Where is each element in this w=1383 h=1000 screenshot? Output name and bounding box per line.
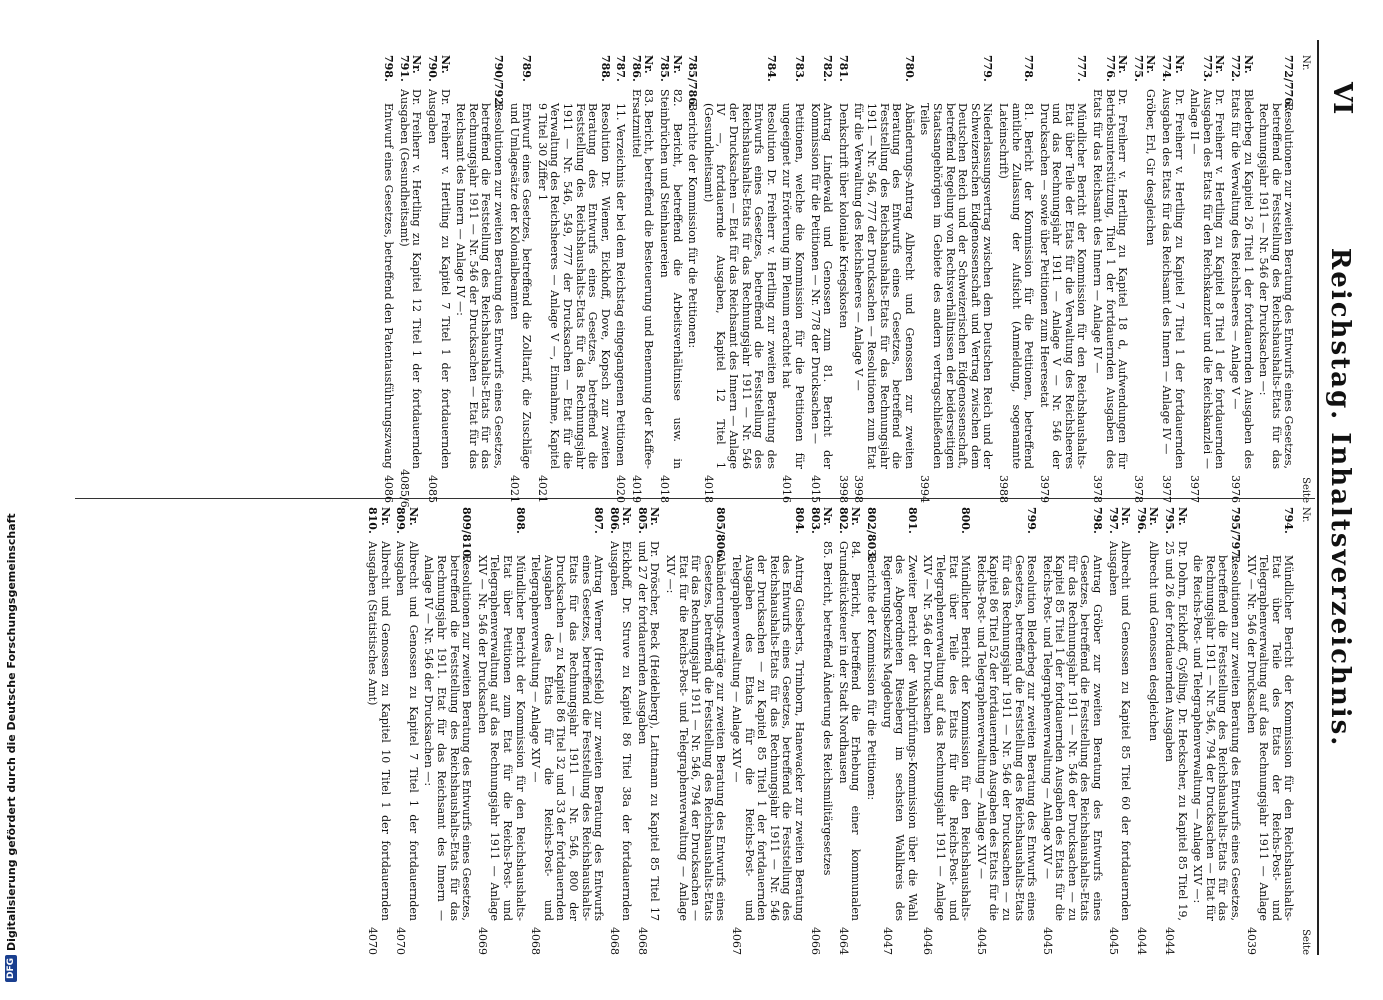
entry-number: Nr. 809. — [394, 507, 420, 534]
number-label: Nr. — [1300, 55, 1311, 71]
entry-number: Nr. 805. — [635, 507, 662, 534]
entry-number: 777. — [1075, 55, 1089, 82]
entry-number: Nr. 802. — [836, 507, 863, 534]
right-column — [362, 507, 1311, 955]
entry-page: 3977 — [1188, 475, 1202, 503]
entry-number: 778. — [1022, 55, 1036, 82]
index-entry — [880, 507, 918, 955]
entry-number: 800. — [959, 507, 973, 534]
footer-text: Digitalisierung gefördert durch die Deutsche Forschungsgemeinschaft — [4, 513, 18, 951]
page-header — [1321, 40, 1357, 955]
entry-text: Albrecht und Genossen zu Kapitel 85 Titel 60 der fortdauernden Ausgaben — [1106, 541, 1133, 921]
index-entry — [664, 507, 727, 955]
entry-number: 799. — [1025, 507, 1039, 534]
entry-text: Zweiter Bericht der Wahlprüfungs-Kommission über die Wahl des Abgeordneten Rieseberg im sechsten Wahlkreis des Regierungsbezirks Magdeburg — [880, 555, 919, 921]
index-entry — [629, 55, 654, 503]
entry-number: 785/786. — [686, 55, 700, 109]
right-entry-list — [365, 507, 1294, 955]
entry-text: Abänderungs-Antrag Albrecht und Genossen zur zweiten Beratung des Entwurfs eines Gesetzes, betreffend die Feststellung des Reichshaushalts-Etats für das Rechnungsjahr 1911 — Nr. 546, 777 der Drucksachen — Resolutionen zum Etat für die Verwaltung des Reichsheeres — Anlage V — — [852, 103, 916, 469]
left-entry-list — [382, 55, 1296, 508]
index-entry — [507, 55, 532, 503]
entry-text: 85. Bericht, betreffend Änderung des Reichsmilitärgesetzes — [821, 541, 835, 876]
entry-page: 4068 — [607, 927, 621, 955]
entry-page: 4044 — [1134, 927, 1148, 955]
footer-credit — [0, 0, 22, 1000]
entry-page: 4086 — [382, 475, 396, 503]
entry-page: 4018 — [701, 475, 715, 503]
entry-number: 781. — [836, 55, 850, 82]
entry-text: Abänderungs-Anträge zur zweiten Beratung des Entwurfs eines Gesetzes, betreffend die Feststellung des Reichshaushalts-Etats für das Rechnungsjahr 1911 — Nr. 546, 794 der Drucksachen — Etat für die Reichs-Post- und Telegraphenverwaltung — Anlage XIV —: — [664, 555, 728, 921]
entry-number: 804. — [793, 507, 807, 534]
index-entry — [397, 55, 424, 508]
entry-number: Nr. 795. — [1163, 507, 1189, 534]
entry-text: Dr. Freiherr v. Hertling zu Kapitel 18 d, Aufwendungen für Betriebsunterstützung, Titel 1 der fortdauernden Ausgaben des Etats für das Reichsamt des Innern — Anlage IV — — [1091, 89, 1130, 469]
entry-text: Albrecht und Genossen zu Kapitel 10 Titel 1 der fortdauernden Ausgaben (Statistisches Amt) — [366, 541, 392, 921]
index-entry — [614, 55, 627, 503]
entry-number: 780. — [902, 55, 916, 82]
entry-page: 4045 — [1106, 927, 1120, 955]
entry-text: Resolutionen zur zweiten Beratung des Entwurfs eines Gesetzes, betreffend die Feststellung des Reichshaushalts-Etats für das Rechnungsjahr 1911 — Nr. 546 der Drucksachen — Etat für das Reichsamt des Innern — Anlage IV —: — [454, 103, 505, 469]
index-entry — [780, 55, 805, 503]
entry-text: Mündlicher Bericht der Kommission für den Reichshaushalts-Etat über Teile des Etats der Reichs-Post- und Telegraphenverwaltung auf das Rechnungsjahr 1911 — Anlage XIV — Nr. 546 der Drucksachen — [1244, 555, 1296, 921]
entry-number: Nr. 806. — [607, 507, 634, 534]
entry-number: 784. — [764, 55, 778, 82]
entry-text: 11. Verzeichnis der bei dem Reichstag eingegangenen Petitionen — [614, 103, 628, 467]
index-entry — [686, 55, 699, 503]
index-entry — [1134, 507, 1159, 955]
entry-page: 4019 — [629, 475, 643, 503]
entry-text: 84. Bericht, betreffend die Erhebung einer kommunalen Grundstücksteuer in der Stadt Nordhausen — [836, 541, 863, 921]
number-label: Nr. — [1300, 507, 1311, 523]
entry-number: Nr. 791. — [397, 55, 424, 82]
page-title: Reichstag. Inhaltsverzeichnis. — [1325, 247, 1355, 748]
index-entry — [394, 507, 419, 955]
entry-text: 83. Bericht, betreffend die Besteuerung und Benennung der Kaffee-Ersatzmittel — [629, 89, 656, 469]
entry-page: 4070 — [394, 927, 408, 955]
entry-text: Albrecht und Genossen zu Kapitel 7 Titel 1 der fortdauernden Ausgaben — [394, 541, 420, 921]
entry-page: 4039 — [1244, 927, 1258, 955]
entry-text: Dr. Dohrn, Eickhoff, Gyßling, Dr. Heckscher, zu Kapitel 85 Titel 19, 25 und 26 der fortdauernden Ausgaben — [1163, 541, 1189, 921]
entry-text: Entwurf eines Gesetzes, betreffend die Zolltarif, die Zuschläge und Umlagesätze der Kolonialbeamten — [507, 103, 534, 469]
index-entry — [921, 507, 971, 955]
index-entry — [918, 55, 994, 503]
entry-text: Resolution Dr. Freiherr v. Hertling zur zweiten Beratung des Entwurfs eines Gesetzes, betreffend die Feststellung des Reichshaushalts-Etats für das Rechnungsjahr 1911 — Nr. 546 der Drucksachen — Etat für das Reichsamt des Innern — Anlage IV —, fortdauernde Ausgaben, Kapitel 12 Titel 1 (Gesundheitsamt) — [701, 103, 778, 469]
index-entry — [365, 507, 390, 955]
entry-page: 3988 — [996, 475, 1010, 503]
index-entry — [864, 507, 877, 955]
entry-number: Nr. 775. — [1131, 55, 1158, 82]
entry-number: 798. — [382, 55, 396, 82]
entry-page: 4021 — [535, 475, 549, 503]
entry-number: 787. — [614, 55, 628, 82]
entry-text: Antrag Werner (Hersfeld) zur zweiten Beratung des Entwurfs eines Gesetzes, betreffend die Feststellung des Reichshaushalts-Etats für das Rechnungsjahr 1911 — Nr. 546, 800 der Drucksachen — zu Kapitel 86 Titel 32 und 33 der fortdauernden Ausgaben des Etats für die Reichs-Post- und Telegraphenverwaltung — Anlage XIV — — [529, 555, 606, 921]
page-label: Seite — [1300, 477, 1311, 503]
entry-number: 805/806. — [714, 507, 728, 561]
entry-number: 782. — [821, 55, 835, 82]
entry-page: 4070 — [366, 927, 380, 955]
entry-page: 4045 — [974, 927, 988, 955]
entry-page: 4085 — [426, 475, 439, 503]
index-entry — [1040, 507, 1103, 955]
page-label: Seite — [1300, 929, 1311, 955]
entry-number: 798. — [1091, 507, 1105, 534]
index-entry — [808, 507, 833, 955]
entry-number: 772/776. — [1282, 55, 1296, 109]
index-entry — [836, 55, 849, 503]
entry-page: 4066 — [808, 927, 822, 955]
index-entry — [422, 507, 472, 955]
index-entry — [658, 55, 683, 503]
index-entry — [836, 507, 861, 955]
entry-text: Dr. Freiherr v. Hertling zu Kapitel 7 Titel 1 der fortdauernden Ausgaben des Etats für das Reichsamt des Innern — Anlage IV — — [1160, 89, 1186, 469]
entry-text: Berichte der Kommission für die Petitionen: — [686, 103, 700, 349]
page-number: VI — [1327, 82, 1357, 115]
entry-number: 783. — [793, 55, 807, 82]
entry-text: Dr. Freiherr v. Hertling zu Kapitel 7 Titel 1 der fortdauernden Ausgaben — [426, 89, 452, 469]
entry-number: Nr. 797. — [1106, 507, 1133, 534]
entry-number: 809/810. — [460, 507, 474, 561]
entry-page: 4021 — [507, 475, 521, 503]
entry-text: Resolution Blederbeg zur zweiten Beratung des Entwurfs eines Gesetzes, betreffend die Feststellung des Reichshaushalts-Etats für das Rechnungsjahr 1911 — Nr. 546 der Drucksachen — zu Kapitel 86 Titel 52 der fortdauernden Ausgaben des Etats für die Reichs-Post- und Telegraphenverwaltung — Anlage XIV — — [974, 555, 1039, 921]
entry-page: 4016 — [780, 475, 794, 503]
entry-number: 779. — [981, 55, 995, 82]
entry-page: 4068 — [635, 927, 649, 955]
index-entry — [425, 55, 450, 503]
entry-text: Denkschrift über koloniale Kriegskosten — [836, 103, 850, 329]
entry-number: 801. — [905, 507, 919, 534]
entry-number: 795/797. — [1229, 507, 1243, 561]
entry-text: Antrag Gröber zur zweiten Beratung des Entwurfs eines Gesetzes, betreffend die Feststellung des Reichshaushalts-Etats für das Rechnungsjahr 1911 — Nr. 546 der Drucksachen — zu Kapitel 85 Titel 1 der fortdauernden Ausgaben des Etats für die Reichs-Post- und Telegraphenverwaltung — Anlage XIV — — [1040, 555, 1105, 921]
entry-page: 3977 — [1160, 475, 1174, 503]
entry-text: Dr. Freiherr v. Hertling zu Kapitel 8 Titel 1 der fortdauernden Ausgaben des Etats für den Reichskanzler und die Reichskanzlei — Anlage II — — [1188, 89, 1227, 469]
index-entry — [454, 55, 504, 503]
entry-number: 808. — [513, 507, 527, 534]
index-entry — [852, 55, 915, 503]
entry-text: Antrag Lindewald und Genossen zum 81. Bericht der Kommission für die Petitionen — Nr. 778 der Drucksachen — — [808, 103, 835, 469]
entry-text: 82. Bericht, betreffend die Arbeitsverhältnisse usw. in Steinbrüchen und Steinhauereien — [658, 89, 684, 469]
index-entry — [974, 507, 1037, 955]
entry-text: Niederlassungsvertrag zwischen dem Deutschen Reich und der Schweizerischen Eidgenossenschaft und Vertrag zwischen dem Deutschen Reich und der Schweizerischen Eidgenossenschaft, betreffend Regelung von Rechtsverhältnissen der beiderseitigen Staatsangehörigen im Gebiete des andern vertragschließenden Teiles — [918, 103, 995, 469]
entry-number: Nr. 776. — [1103, 55, 1130, 82]
entry-page: 4067 — [730, 927, 744, 955]
entry-text: 81. Bericht der Kommission für die Petitionen, betreffend amtliche Zulassung der Aufsicht (Anmeldung, sogenannte Lateinschrift) — [996, 103, 1036, 469]
entry-page: 4047 — [880, 927, 894, 955]
entry-number: Nr. 803. — [808, 507, 835, 534]
entry-text: Gröber, Erl, Gir desgleichen — [1144, 89, 1158, 246]
index-entry — [1106, 507, 1131, 955]
left-column-header — [1298, 55, 1311, 503]
entry-text: Resolutionen zur zweiten Beratung des Entwurfs eines Gesetzes, betreffend die Feststellung des Reichshaushalts-Etats für das Rechnungsjahr 1911 — Nr. 546 der Drucksachen —: — [1257, 103, 1296, 469]
index-entry — [1188, 55, 1226, 503]
entry-number: 794. — [1282, 507, 1296, 534]
entry-page: 3978 — [1131, 475, 1145, 503]
left-column — [379, 55, 1311, 508]
entry-text: Petitionen, welche die Kommission für die Petitionen für ungeeignet zur Erörterung im Plenum erachtet hat — [780, 103, 807, 469]
entry-text: Entwurf eines Gesetzes, betreffend den Patentausführungszwang — [382, 103, 396, 469]
index-entry — [1037, 55, 1087, 503]
index-entry — [529, 507, 605, 955]
entry-text: Antrag Giesberts, Trimborn, Hanewacker zur zweiten Beratung des Entwurfs eines Gesetzes, betreffend die Feststellung des Reichshaushalts-Etats für das Rechnungsjahr 1911 — Nr. 546 der Drucksachen — zu Kapitel 85 Titel 1 der fortdauernden Ausgaben des Etats für die Reichs-Post- und Telegraphenverwaltung — Anlage XIV — — [730, 555, 807, 921]
entry-page: 3998 — [852, 475, 866, 503]
entry-text: Berichte der Kommission für die Petitionen: — [865, 555, 878, 801]
entry-page: 4045 — [1040, 927, 1054, 955]
entry-number: 807. — [592, 507, 606, 534]
entry-page: 3994 — [918, 475, 932, 503]
index-entry — [475, 507, 525, 955]
entry-number: Nr. 810. — [366, 507, 392, 534]
entry-page: 4068 — [529, 927, 543, 955]
index-entry — [1228, 55, 1253, 503]
entry-number: Nr. 772. — [1229, 55, 1255, 82]
index-entry — [1131, 55, 1156, 503]
entry-number: 790/792. — [491, 55, 505, 109]
right-column-header — [1298, 507, 1311, 955]
entry-text: Resolution Dr. Wiemer, Eickhoff, Dove, Kopsch zur zweiten Beratung des Entwurfs eines Gesetzes, betreffend die Feststellung des Reichshaushalts-Etats für das Rechnungsjahr 1911 — Nr. 546, 549, 777 der Drucksachen — Etat für die Verwaltung des Reichsheeres — Anlage V —, Einnahme, Kapitel 9 Titel 30 Ziffer 1 — [535, 103, 612, 469]
entry-page: 3998 — [836, 475, 850, 503]
entry-text: Resolutionen zur zweiten Beratung des Entwurfs eines Gesetzes, betreffend die Feststellung des Reichshaushalts-Etats für das Rechnungsjahr 1911 — Nr. 546, 794 der Drucksachen — Etat für die Reichs-Post- und Telegraphenverwaltung — Anlage XIV —: — [1191, 555, 1243, 921]
entry-text: Resolutionen zur zweiten Beratung des Entwurfs eines Gesetzes, betreffend die Feststellung des Reichshaushalts-Etats für das Rechnungsjahr 1911. Etat für das Reichsamt des Innern — Anlage IV — Nr. 546 der Drucksachen —: — [422, 555, 474, 921]
index-entry — [701, 55, 777, 503]
entry-page: 4046 — [921, 927, 935, 955]
entry-number: Nr. 786. — [629, 55, 656, 82]
index-entry — [607, 507, 632, 955]
entry-text: Eickhoff, Dr. Struve zu Kapitel 86 Titel 38a der fortdauernden Ausgaben — [607, 541, 634, 921]
entry-text: Dr. Freiherr v. Hertling zu Kapitel 12 Titel 1 der fortdauernden Ausgaben (Gesundheitsamt) — [397, 89, 424, 469]
entry-number: Nr. 785. — [658, 55, 684, 82]
dfg-logo: DFG — [5, 955, 17, 982]
index-entry — [1162, 507, 1187, 955]
entry-page: 3976 — [1229, 475, 1243, 503]
entry-page: 4069 — [475, 927, 489, 955]
index-entry — [635, 507, 660, 955]
entry-number: 789. — [520, 55, 534, 82]
index-entry — [535, 55, 611, 503]
index-entry — [808, 55, 833, 503]
entry-number: 802/803. — [865, 507, 878, 561]
index-entry — [1159, 55, 1184, 503]
index-entry — [1257, 55, 1295, 503]
index-entry — [729, 507, 805, 955]
index-entry — [1191, 507, 1241, 955]
entry-text: Mündlicher Bericht der Kommission für den Reichshaushalts-Etat über Teile des Etats für die Reichs-Post- und Telegraphenverwaltung auf das Rechnungsjahr 1911 — Anlage XIV — Nr. 546 der Drucksachen — [921, 555, 973, 921]
index-entry — [1091, 55, 1129, 503]
entry-text: Blederbeg zu Kapitel 26 Titel 1 der fortdauernden Ausgaben des Etats für die Verwaltung des Reichsheeres — Anlage V — — [1229, 89, 1255, 469]
entry-page: 3978 — [1091, 475, 1105, 503]
entry-page: 4018 — [658, 475, 672, 503]
entry-text: Albrecht und Genossen desgleichen — [1147, 541, 1161, 742]
entry-number: 788. — [598, 55, 612, 82]
index-entry — [996, 55, 1034, 503]
entry-number: Nr. 773. — [1200, 55, 1227, 82]
entry-page: 4015 — [808, 475, 822, 503]
header-rule — [1317, 40, 1319, 955]
entry-text: Mündlicher Bericht der Kommission für den Reichshaushalts-Etat über Petitionen zum Etat für die Reichs-Post- und Telegraphenverwaltung auf das Rechnungsjahr 1911 — Anlage XIV — Nr. 546 der Drucksachen — [475, 555, 527, 921]
entry-number: Nr. 790. — [426, 55, 452, 82]
entry-page: 4044 — [1163, 927, 1177, 955]
entry-text: Mündlicher Bericht der Kommission für den Reichshaushalts-Etat über Teile der Etats für die Verwaltung des Reichsheeres und das Rechnungsjahr 1911 — Anlage V — Nr. 546 der Drucksachen — sowie über Petitionen zum Heeresetat — [1037, 103, 1089, 469]
entry-number: Nr. 796. — [1134, 507, 1161, 534]
entry-page: 4064 — [836, 927, 850, 955]
entry-page: 4020 — [614, 475, 628, 503]
entry-page: 4085/6 — [397, 469, 411, 508]
index-entry — [1244, 507, 1294, 955]
entry-number: Nr. 774. — [1160, 55, 1186, 82]
entry-text: Dr. Dröscher, Beck (Heidelberg), Lattmann zu Kapitel 85 Titel 17 und 27 der fortdauernden Ausgaben — [635, 541, 662, 921]
index-entry — [382, 55, 395, 503]
entry-page: 3979 — [1037, 475, 1051, 503]
